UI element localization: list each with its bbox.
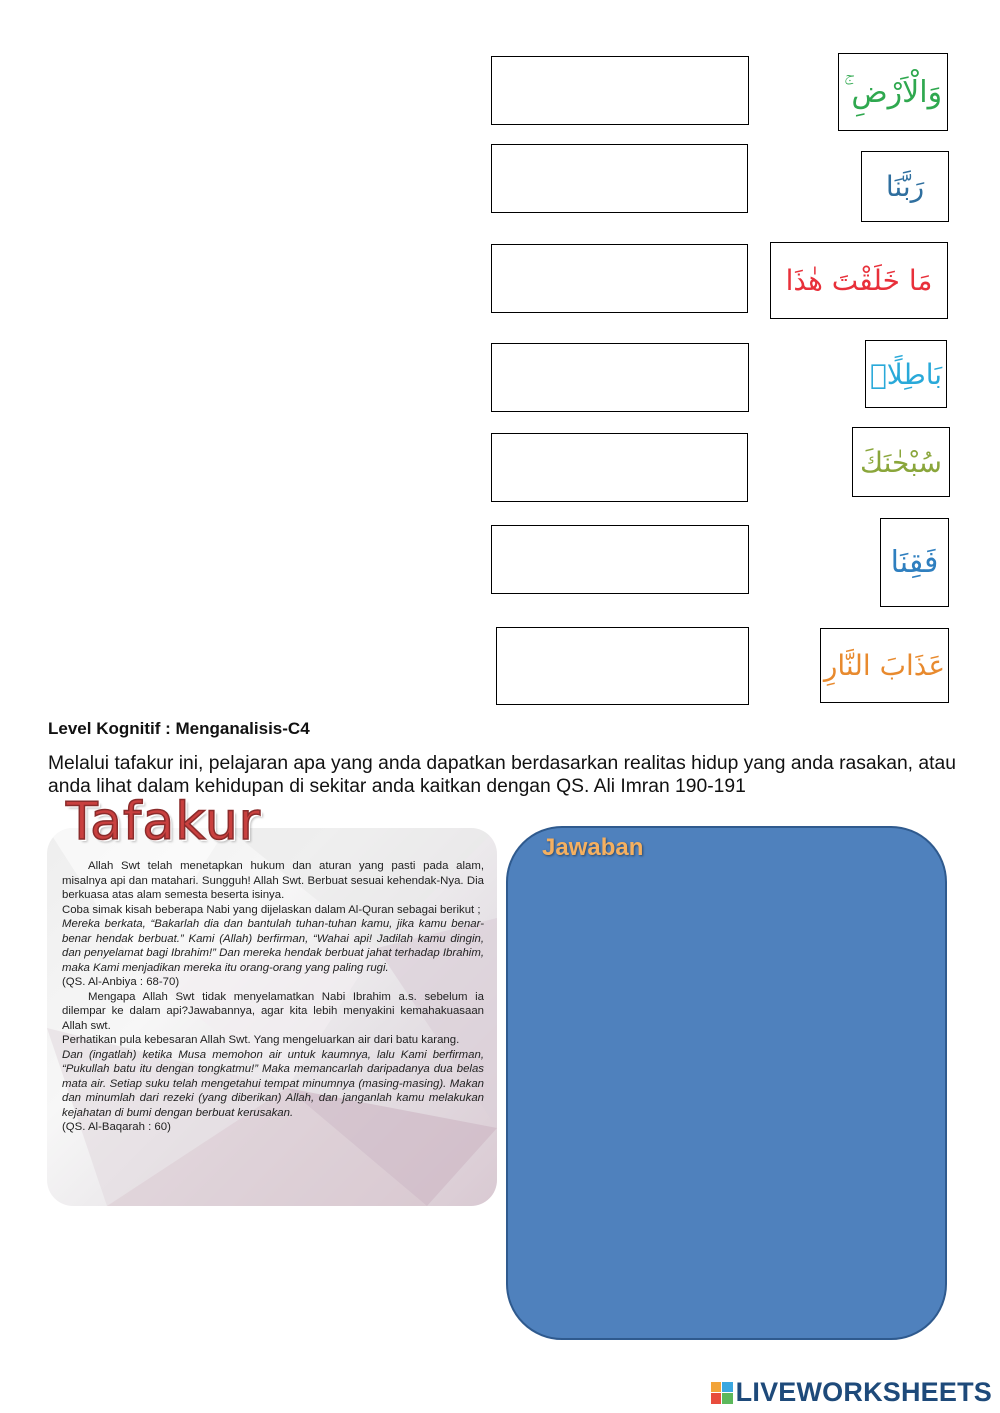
- tafakur-paragraph-5: Mengapa Allah Swt tidak menyelamatkan Nabi Ibrahim a.s. sebelum ia dilempar ke dalam api?Jawabannya, agar kita lebih menyakini kemahakuasaan Allah swt.: [62, 990, 484, 1032]
- arabic-term-5-text: سُبْحٰنَكَ: [859, 445, 943, 479]
- tafakur-paragraph-6: Perhatikan pula kebesaran Allah Swt. Yang mengeluarkan air dari batu karang.: [62, 1034, 460, 1046]
- arabic-term-6: [880, 518, 949, 607]
- answer-box-3[interactable]: [491, 244, 748, 313]
- section-heading: Level Kognitif : Menganalisis-C4: [48, 719, 310, 738]
- answer-box-2[interactable]: [491, 144, 748, 213]
- tafakur-paragraph-7: Dan (ingatlah) ketika Musa memohon air untuk kaumnya, lalu Kami berfirman, “Pukullah batu itu dengan tongkatmu!” Maka memancarlah daripadanya dua belas mata air. Setiap suku telah mengetahui tempat minumnya (masing-masing). Makan dan minumlah dari rezeki (yang diberikan) Allah, dan janganlah kamu melakukan kejahatan di bumi dengan berbuat kerusakan.: [62, 1048, 484, 1119]
- arabic-term-3-text: مَا خَلَقْتَ هٰذَا: [785, 264, 933, 297]
- answer-box-6[interactable]: [491, 525, 749, 594]
- answer-box-4[interactable]: [491, 343, 749, 412]
- arabic-term-3: [770, 242, 948, 319]
- arabic-term-7: [820, 628, 949, 703]
- answer-box-1[interactable]: [491, 56, 749, 125]
- arabic-term-7-text: عَذَابَ النَّارِ: [823, 649, 946, 682]
- tafakur-paragraph-8: (QS. Al-Baqarah : 60): [62, 1121, 171, 1133]
- tafakur-text: [62, 859, 484, 1135]
- arabic-term-4: [865, 340, 947, 408]
- question-text: Melalui tafakur ini, pelajaran apa yang anda dapatkan berdasarkan realitas hidup yang anda rasakan, atau anda lihat dalam kehidupan di sekitar anda kaitkan dengan QS. Ali Imran 190-191: [48, 753, 956, 797]
- jawaban-label: Jawaban: [542, 834, 644, 861]
- answer-box-5[interactable]: [491, 433, 748, 502]
- arabic-term-2-text: رَبَّنَا: [885, 170, 925, 203]
- arabic-term-1-text: وَالْاَرْضِ ۚ: [843, 74, 943, 110]
- tafakur-paragraph-4: (QS. Al-Anbiya : 68-70): [62, 976, 180, 988]
- tafakur-paragraph-1: Allah Swt telah menetapkan hukum dan aturan yang pasti pada alam, misalnya api dan matahari. Sungguh! Allah Swt. Berbuat sesuai kehendak-Nya. Dia berkuasa atas alam semesta beserta isinya.: [62, 860, 484, 901]
- arabic-term-4-text: بَاطِلًاۚ: [869, 357, 943, 391]
- tafakur-paragraph-2: Coba simak kisah beberapa Nabi yang dijelaskan dalam Al-Quran sebagai berikut ;: [62, 903, 481, 916]
- liveworksheets-logo: [711, 1377, 992, 1408]
- arabic-term-6-text: فَقِنَا: [890, 545, 939, 580]
- liveworksheets-icon: [711, 1382, 733, 1404]
- arabic-term-1: [838, 53, 948, 131]
- arabic-term-2: [861, 151, 949, 222]
- arabic-term-5: [852, 427, 950, 497]
- answer-box-7[interactable]: [496, 627, 749, 705]
- jawaban-textarea[interactable]: [506, 826, 947, 1340]
- brand-text: LIVEWORKSHEETS: [735, 1377, 992, 1407]
- tafakur-title: Tafakur: [66, 792, 262, 852]
- tafakur-paragraph-3: Mereka berkata, “Bakarlah dia dan bantulah tuhan-tuhan kamu, jika kamu benar-benar hendak berbuat.” Kami (Allah) berfirman, “Wahai api! Jadilah kamu dingin, dan penyelamat bagi Ibrahim!” Dan mereka hendak berbuat jahat terhadap Ibrahim, maka Kami menjadikan mereka itu orang-orang yang paling rugi.: [62, 918, 484, 974]
